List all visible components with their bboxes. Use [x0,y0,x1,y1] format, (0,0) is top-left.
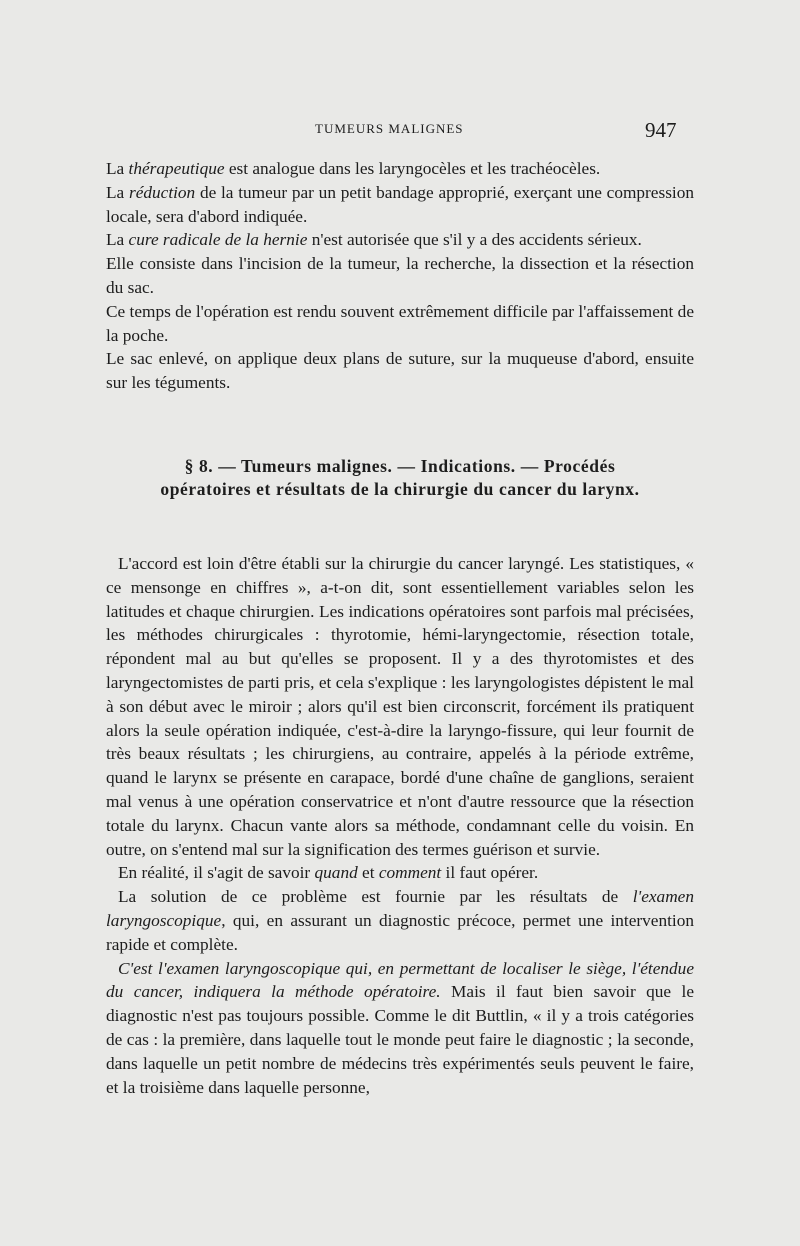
italic-term: réduction [128,182,196,202]
text: La solution de ce problème est fournie par les résultats de [118,887,633,907]
italic-term: quand [314,863,358,883]
paragraph-suture [106,347,694,395]
text: est analogue dans les laryngocèles et les trachéocèles. [224,159,601,178]
text: et [357,863,379,883]
text: Elle consiste dans l'incision de la tumeur, la recherche, la dissection et la résection du sac. [106,254,694,297]
text: n'est autorisée que s'il y a des accidents sérieux. [307,230,642,250]
running-title: TUMEURS MALIGNES [315,121,464,136]
page-number: 947 [645,118,677,142]
italic-term: l'examen laryngoscopique [106,887,694,930]
text: Le sac enlevé, on applique deux plans de suture, sur la muqueuse d'abord, ensuite sur les téguments. [106,349,694,393]
text: La [106,159,129,178]
paragraph-realite [106,861,694,885]
paragraph-incision [106,252,694,300]
paragraph-cure-radicale [106,228,694,252]
text: Mais il faut bien savoir que le diagnostic n'est pas toujours possible. Comme le dit Buttlin, « il y a trois catégories de cas : la première, dans laquelle tout le monde peut faire le diagnostic ; la seconde, dans laquelle un petit nombre de médecins très expérimentés seuls peuvent le faire, et la troisième dans laquelle personne, [106,982,694,1097]
section-heading-line-1: § 8. — Tumeurs malignes. — Indications. — Procédés [184,456,616,476]
paragraph-solution [106,885,694,956]
text: , qui, en assurant un diagnostic précoce, permet une intervention rapide et complète. [106,910,694,954]
text: En réalité, il s'agit de savoir [118,863,315,883]
section-heading-line-2: opératoires et résultats de la chirurgie du cancer du larynx. [160,479,640,499]
text: de la tumeur par un petit bandage approprié, exerçant une compression locale, sera d'abord indiquée. [106,182,695,226]
paragraph-accord: L'accord est loin d'être établi sur la chirurgie du cancer laryngé. Les statistiques, « ce mensonge en chiffres », a-t-on dit, sont essentiellement variables selon les latitudes et chaque chirurgien. Les indications opératoires sont parfois mal précisées, les méthodes chirurgicales : thyrotomie, hémi-laryngectomie, résection totale, répondent mal au but qu'elles se proposent. Il y a des thyrotomistes et des laryngectomistes de parti pris, et cela s'explique : les laryngologistes dépistent le mal à son début avec le miroir ; alors qu'il est bien circonscrit, forcément ils pratiquent alors la seule opération indiquée, c'est-à-dire la laryngo-fissure, qui leur fournit de très beaux résultats ; les chirurgiens, au contraire, appelés à la période extrême, quand le larynx se présente en carapace, bordé d'une chaîne de ganglions, seraient mal venus à une opération conservatrice et n'ont d'autre ressource que la résection totale du larynx. Chacun vante alors sa méthode, condamnant celle du voisin. En outre, on s'entend mal sur la signification des termes guérison et survie. [106,554,694,859]
section-heading [100,455,700,501]
paragraph-reduction [106,181,694,229]
italic-term: comment [378,863,442,883]
paragraph-temps-operation [106,300,694,348]
italic-term: cure radicale de la hernie [128,230,308,250]
main-text [106,552,694,1099]
text: il faut opérer. [441,863,539,883]
text: Ce temps de l'opération est rendu souvent extrêmement difficile par l'affaissement de la poche. [106,301,694,345]
paragraph-therapeutique [106,157,694,181]
paragraph-examen [106,957,694,1100]
text: La [106,182,129,202]
therapy-paragraphs [106,157,694,395]
italic-term: thérapeutique [128,159,225,178]
page-header [0,118,800,142]
text: La [106,230,129,250]
italic-sentence: C'est l'examen laryngoscopique qui, en permettant de localiser le siège, l'étendue du cancer, indiquera la méthode opératoire. [106,958,694,1002]
